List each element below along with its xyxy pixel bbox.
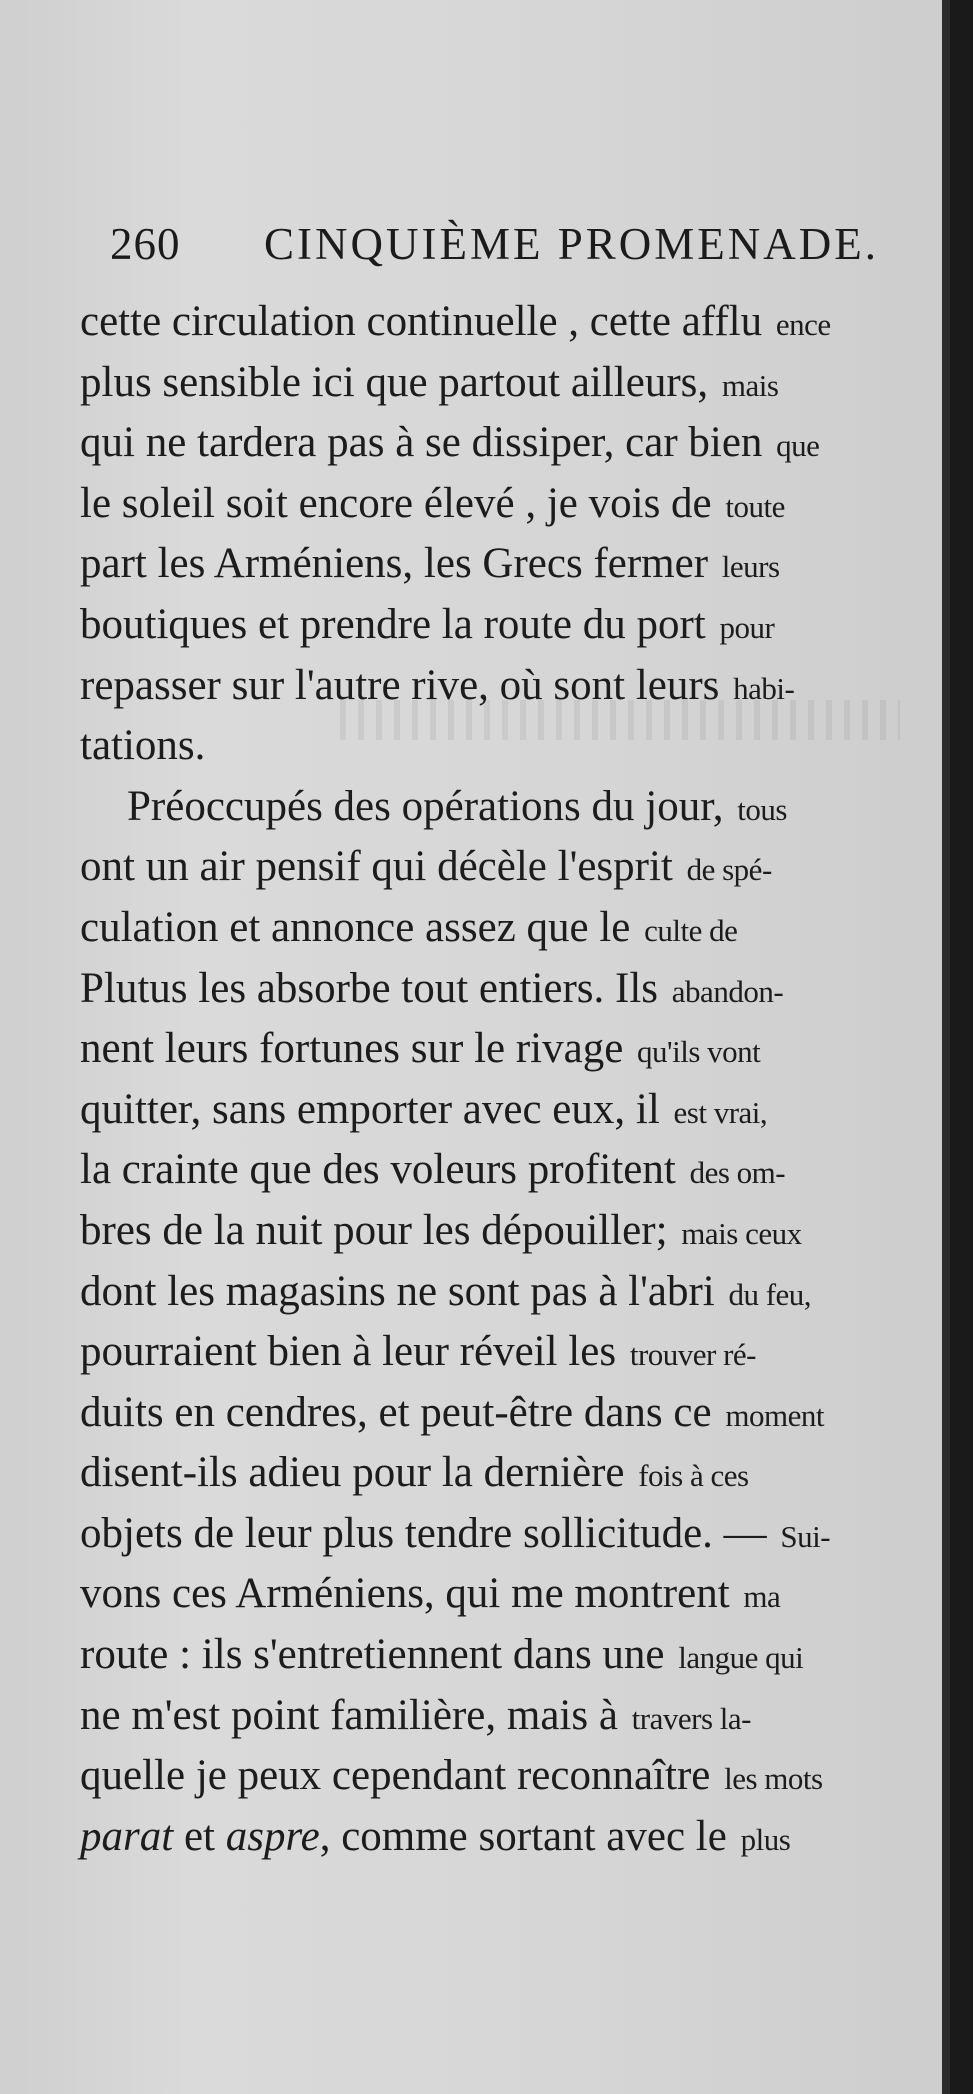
- text-line: disent-ils adieu pour la dernière fois à ces: [80, 1449, 749, 1497]
- text-line: repasser sur l'autre rive, où sont leurs habi-: [80, 661, 795, 709]
- text-line: bres de la nuit pour les dépouiller; mais ceux: [80, 1206, 802, 1254]
- paragraph-start-line: Préoccupés des opérations du jour, tous: [127, 782, 787, 830]
- text-line: boutiques et prendre la route du port pour: [80, 600, 775, 648]
- running-title: CINQUIÈME PROMENADE.: [264, 219, 879, 269]
- body-text: [80, 292, 950, 1867]
- text-line: parat et aspre, comme sortant avec le plus: [80, 1812, 791, 1860]
- text-line: la crainte que des voleurs profitent des om-: [80, 1146, 786, 1194]
- text-line: route : ils s'entretiennent dans une langue qui: [80, 1631, 804, 1679]
- text-line: plus sensible ici que partout ailleurs, mais: [80, 358, 779, 406]
- text-line: quelle je peux cependant reconnaître les mots: [80, 1752, 823, 1800]
- text-line: duits en cendres, et peut-être dans ce moment: [80, 1388, 824, 1436]
- text-line: cette circulation continuelle , cette afflu ence: [80, 298, 831, 345]
- text-line: pourraient bien à leur réveil les trouver ré-: [80, 1328, 757, 1376]
- text-line: tations.: [80, 722, 206, 770]
- text-line: Plutus les absorbe tout entiers. Ils abandon-: [80, 964, 784, 1012]
- text-line: dont les magasins ne sont pas à l'abri du feu,: [80, 1267, 812, 1315]
- page-number: 260: [110, 219, 181, 269]
- text-line: nent leurs fortunes sur le rivage qu'ils vont: [80, 1025, 761, 1073]
- page-header: [110, 218, 910, 278]
- text-line: ne m'est point familière, mais à travers la-: [80, 1691, 751, 1739]
- text-line: qui ne tardera pas à se dissiper, car bien que: [80, 419, 820, 467]
- text-line: culation et annonce assez que le culte de: [80, 903, 738, 951]
- text-line: objets de leur plus tendre sollicitude. — Sui-: [80, 1509, 831, 1557]
- text-line: le soleil soit encore élevé , je vois de toute: [80, 479, 785, 527]
- italic-word: aspre: [225, 1812, 320, 1860]
- italic-word: parat: [80, 1812, 174, 1860]
- text-line: vons ces Arméniens, qui me montrent ma: [80, 1570, 781, 1618]
- text-line: quitter, sans emporter avec eux, il est vrai,: [80, 1085, 768, 1133]
- text-line: part les Arméniens, les Grecs fermer leurs: [80, 540, 780, 588]
- text-line: ont un air pensif qui décèle l'esprit de spé-: [80, 843, 772, 891]
